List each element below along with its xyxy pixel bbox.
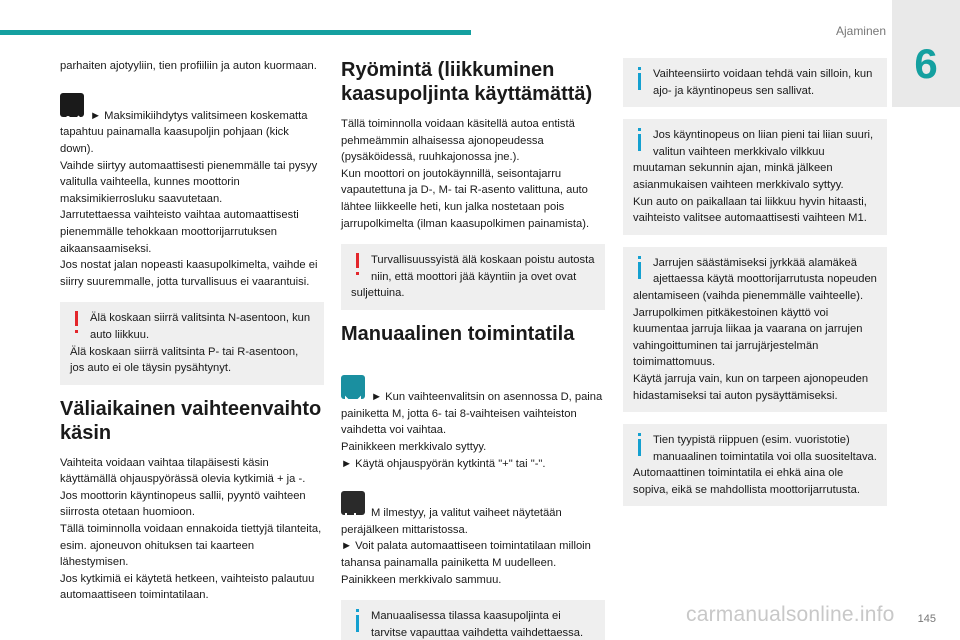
chapter-number: 6 [914, 40, 938, 87]
info-icon [633, 255, 647, 281]
warning-box-selector [60, 302, 324, 384]
column-1 [60, 58, 324, 604]
manual-mode-button-icon [341, 375, 365, 399]
creep-text: Tällä toiminnolla voidaan käsitellä autoa entistä pehmeämmin alhaisessa ajonopeudessa (pysäköidessä, ruuhkajonossa jne.). Kun moottori on joutokäynnillä, seisontajarru vapautettuna ja D-, M- tai R-asento valittuna, auto lähtee liikkeelle heti, kun jalka nostetaan pois jarrupolkimelta (ilman kaasupolkimen painamista). [341, 118, 590, 230]
heading-temporary-manual: Väliaikainen vaihteenvaihto käsin [60, 397, 322, 444]
temporary-manual-text: Vaihteita voidaan vaihtaa tilapäisesti käsin käyttämällä ohjauspyörässä olevia kytkimiä + ja -. Jos moottorin käyntinopeus sallii, pyyntö vaihteen siirrosta otetaan huomioon. Tällä toiminnolla voidaan ennakoida tiettyjä tilanteita, esim. ajoneuvon ohituksen tai kaarteen lähestymisen. Jos kytkimiä ei käytetä hetkeen, vaihteisto palautuu automaattiseen toimintatilaan. [60, 456, 322, 602]
info-icon [633, 432, 647, 458]
info-text: Jos käyntinopeus on liian pieni tai liian suuri, valitun vaihteen merkkivalo vilkkuu muutaman sekunnin ajan, minkä jälkeen asianmukaisen vaihteen merkkivalo syttyy. Kun auto on paikallaan tai liikkuu hyvin hitaasti, vaihteisto valitsee automaattisesti vaihteen M1. [633, 129, 874, 225]
header-accent-bar [0, 30, 471, 35]
page-number: 145 [917, 613, 936, 625]
info-text: Vaihteensiirto voidaan tehdä vain silloin, kun ajo- ja käyntinopeus sen sallivat. [653, 68, 873, 97]
info-icon [633, 127, 647, 153]
warning-icon [351, 252, 365, 278]
warning-text: Älä koskaan siirrä valitsinta N-asentoon, kun auto liikkuu. Älä koskaan siirrä valitsinta P- tai R-asentoon, jos auto ei ole täysin pysähtynyt. [70, 312, 311, 375]
info-icon [633, 66, 647, 92]
info-box-manual [341, 600, 605, 640]
info-box-shift [623, 58, 887, 107]
info-icon [351, 608, 365, 634]
chapter-tab [892, 0, 960, 107]
manual-display-paragraph [341, 472, 605, 588]
warning-icon [70, 310, 84, 336]
column-2 [341, 58, 605, 640]
heading-manual-mode: Manuaalinen toimintatila [341, 322, 575, 345]
gear-display-icon [341, 491, 365, 515]
warning-text: Turvallisuussyistä älä koskaan poistu autosta niin, että moottori jää käyntiin ja ovet ovat suljettuina. [351, 254, 595, 300]
manual-mode-paragraph [341, 356, 605, 472]
heading-creep: Ryömintä (liikkuminen kaasupoljinta käyttämättä) [341, 59, 593, 105]
col1-intro: parhaiten ajotyyliin, tien profiiliin ja auton kuormaan. [60, 60, 317, 72]
column-3 [623, 58, 887, 518]
info-box-brakes [623, 247, 887, 412]
kickdown-paragraph [60, 75, 324, 291]
watermark: carmanualsonline.info [686, 603, 895, 626]
section-title: Ajaminen [835, 24, 886, 38]
kickdown-text: ► Maksimikiihdytys valitsimeen koskematta tapahtuu painamalla kaasupoljin pohjaan (kick down). Vaihde siirtyy automaattisesti pienemmälle tai pysyy valitulla vaihteella, kunnes moottorin maksimikierrosluku saavutetaan. Jarrutettaessa vaihteisto vaihtaa automaattisesti pienemmälle tehokkaan moottorijarrutuksen aikaansaamiseksi. Jos nostat jalan nopeasti kaasupolkimelta, vaihde ei siirry suuremmalle, jotta turvallisuus ei vaarantuisi. [60, 109, 318, 288]
manual-display-text: M ilmestyy, ja valitut vaiheet näytetään peräjälkeen mittaristossa. ► Voit palata automaattiseen toimintatilaan milloin tahansa painamalla painiketta M uudelleen. Painikkeen merkkivalo sammuu. [341, 507, 591, 586]
info-text: Jarrujen säästämiseksi jyrkkää alamäkeä ajettaessa käytä moottorijarrutusta nopeuden alentamiseen (vaihda pienemmälle vaihteelle). Jarrupolkimen pitkäkestoinen käyttö voi kuumentaa jarruja liikaa ja vaarana on jarrujen vahingoittuminen tai jarrujärjestelmän toimimattomuus. Käytä jarruja vain, kun on tarpeen ajonopeuden hidastamiseksi tai auton pysäyttämiseksi. [633, 256, 877, 402]
info-box-rpm [623, 119, 887, 235]
info-box-road-type [623, 424, 887, 506]
manual-mode-text: ► Kun vaihteenvalitsin on asennossa D, paina painiketta M, jotta 6- tai 8-vaihteisen vaihteiston vaihdetta voi vaihtaa. Painikkeen merkkivalo syttyy. ► Käytä ohjauspyörän kytkintä "+" tai "-". [341, 391, 603, 470]
info-text: Tien tyypistä riippuen (esim. vuoristotie) manuaalinen toimintatila voi olla suositeltava. Automaattinen toimintatila ei ehkä aina ole sopiva, eikä se mahdollista moottorijarrutusta. [633, 434, 877, 496]
warning-box-creep [341, 244, 605, 310]
info-text: Manuaalisessa tilassa kaasupoljinta ei tarvitse vapauttaa vaihdetta vaihdettaessa. [371, 610, 584, 639]
pedal-kickdown-icon [60, 93, 84, 117]
